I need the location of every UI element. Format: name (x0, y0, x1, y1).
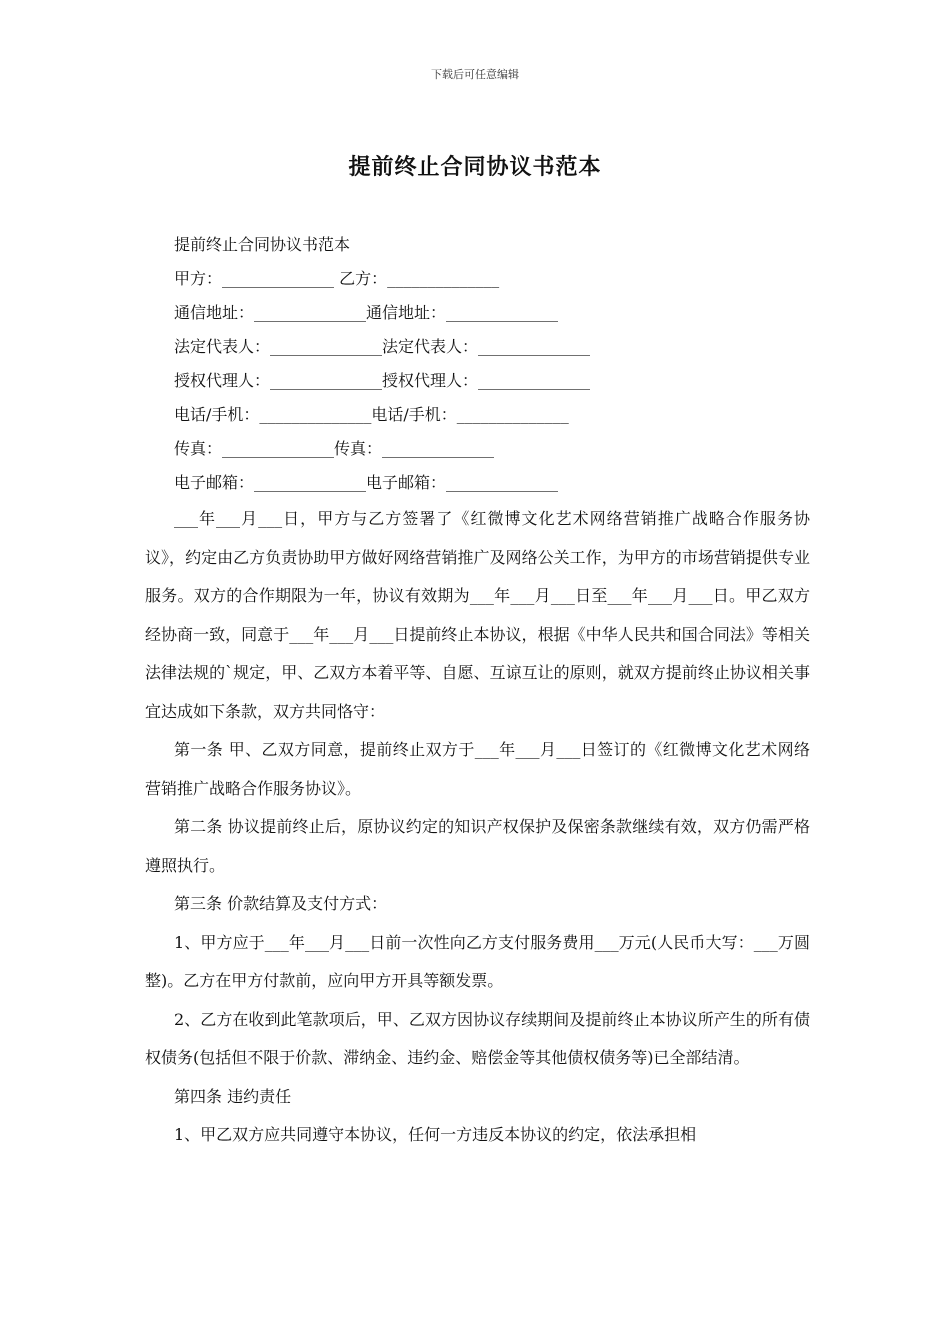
article-2-paragraph: 第二条 协议提前终止后，原协议约定的知识产权保护及保密条款继续有效，双方仍需严格遵照执行。 (145, 817, 810, 875)
intro-paragraph: ___年___月___日，甲方与乙方签署了《红微博文化艺术网络营销推广战略合作服务协议》，约定由乙方负责协助甲方做好网络营销推广及网络公关工作，为甲方的市场营销提供专业服务。双方的合作期限为一年，协议有效期为___年___月___日至___年___月___日。甲乙双方经协商一致，同意于___年___月___日提前终止本协议，根据《中华人民共和国合同法》等相关法律法规的`规定，甲、乙双方本着平等、自愿、互谅互让的原则，就双方提前终止协议相关事宜达成如下条款，双方共同恪守： (145, 509, 810, 721)
article-3-item-2: 2、乙方在收到此笔款项后，甲、乙双方因协议存续期间及提前终止本协议所产生的所有债权债务(包括但不限于价款、滞纳金、违约金、赔偿金等其他债权债务等)已全部结清。 (145, 1009, 810, 1067)
form-subtitle: 提前终止合同协议书范本 (174, 235, 351, 254)
legal-rep-line: 法定代表人：______________法定代表人：______________ (174, 337, 591, 356)
phone-line: 电话/手机：______________电话/手机：______________ (174, 405, 569, 424)
party-line: 甲方：______________ 乙方：______________ (174, 269, 500, 288)
article-1-paragraph: 第一条 甲、乙双方同意，提前终止双方于___年___月___日签订的《红微博文化艺术网络营销推广战略合作服务协议》。 (145, 740, 810, 798)
address-line: 通信地址：______________通信地址：______________ (174, 303, 559, 322)
article-3-heading: 第三条 价款结算及支付方式： (174, 894, 388, 913)
article-4-item-1: 1、甲乙双方应共同遵守本协议，任何一方违反本协议的约定，依法承担相 (174, 1125, 697, 1144)
agent-line: 授权代理人：______________授权代理人：______________ (174, 371, 591, 390)
document-body (145, 228, 810, 1155)
document-title: 提前终止合同协议书范本 (348, 154, 602, 180)
watermark-text: 下载后可任意编辑 (431, 68, 519, 81)
fax-line: 传真：______________传真：______________ (174, 439, 495, 458)
article-3-item-1: 1、甲方应于___年___月___日前一次性向乙方支付服务费用___万元(人民币大写：___万圆整)。乙方在甲方付款前，应向甲方开具等额发票。 (145, 932, 810, 990)
email-line: 电子邮箱：______________电子邮箱：______________ (174, 473, 559, 492)
article-4-heading: 第四条 违约责任 (174, 1086, 292, 1106)
